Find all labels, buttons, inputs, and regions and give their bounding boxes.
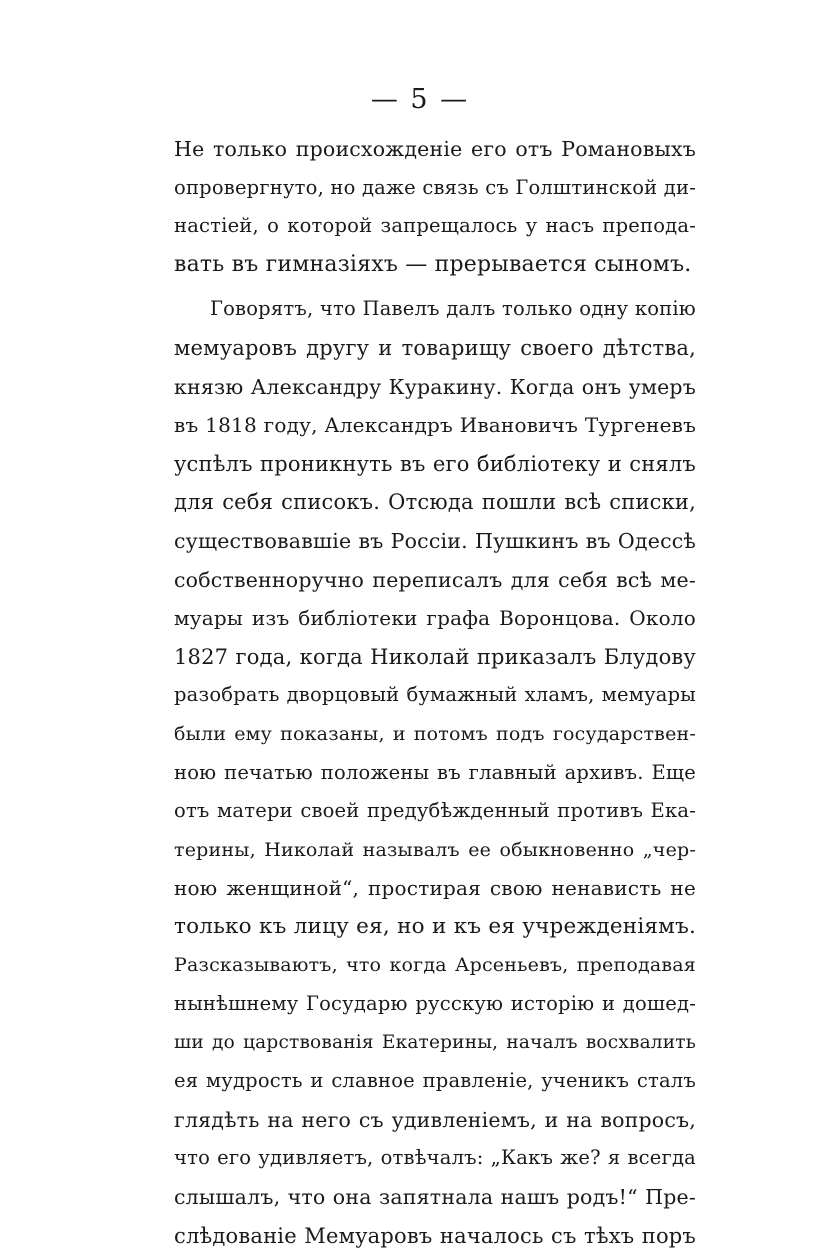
text-line: только къ лицу ея, но и къ ея учрежденіямъ. xyxy=(174,913,696,939)
text-line: нынѣшнему Государю русскую исторію и дошед- xyxy=(174,992,696,1016)
text-line: слѣдованіе Мемуаровъ началось съ тѣхъ поръ xyxy=(174,1223,696,1248)
text-line: глядѣть на него съ удивленіемъ, и на вопросъ, xyxy=(174,1107,696,1132)
text-line: Разсказываютъ, что когда Арсеньевъ, преподавая xyxy=(174,954,696,977)
text-line: для себя списокъ. Отсюда пошли всѣ списки, xyxy=(174,490,696,515)
text-line: настіей, о которой запрещалось у насъ препода- xyxy=(174,214,696,238)
text-line: ши до царствованія Екатерины, началъ восхвалить xyxy=(174,1031,696,1053)
text-line: собственноручно переписалъ для себя всѣ ме- xyxy=(174,567,696,592)
body-text xyxy=(174,130,696,1255)
text-line: что его удивляетъ, отвѣчалъ: „Какъ же? я всегда xyxy=(174,1146,696,1170)
text-line: были ему показаны, и потомъ подъ государствен- xyxy=(174,722,696,745)
text-line: въ 1818 году, Александръ Ивановичъ Тургеневъ xyxy=(174,413,696,438)
text-line: ея мудрость и славное правленіе, ученикъ сталъ xyxy=(174,1069,696,1093)
text-line: князю Александру Куракину. Когда онъ умеръ xyxy=(174,374,696,399)
text-line: разобрать дворцовый бумажный хламъ, мемуары xyxy=(174,683,696,707)
text-line: Не только происхожденіе его отъ Романовыхъ xyxy=(174,137,696,161)
text-line: существовавшіе въ Россіи. Пушкинъ въ Одессѣ xyxy=(174,528,696,553)
text-line: мемуаровъ другу и товарищу своего дѣтства, xyxy=(174,335,696,360)
text-line: терины, Николай называлъ ее обыкновенно „чер- xyxy=(174,838,696,861)
text-line: 1827 года, когда Николай приказалъ Блудову xyxy=(174,644,696,669)
text-line: ною печатью положены въ главный архивъ. Еще xyxy=(174,760,696,784)
text-line: отъ матери своей предубѣжденный противъ Ека- xyxy=(174,799,696,823)
text-line: слышалъ, что она запятнала нашъ родъ!“ Пре- xyxy=(174,1185,696,1210)
page-number: — 5 — xyxy=(370,84,470,115)
text-line: муары изъ библіотеки графа Воронцова. Около xyxy=(174,606,696,631)
text-line: опровергнуто, но даже связь съ Голштинской ди- xyxy=(174,175,696,199)
text-line: вать въ гимназіяхъ — прерывается сыномъ. xyxy=(174,251,692,277)
text-line: Говорятъ, что Павелъ далъ только одну копію xyxy=(210,297,696,321)
paragraph-1 xyxy=(174,130,696,284)
text-line: успѣлъ проникнуть въ его библіотеку и снялъ xyxy=(174,451,696,476)
text-line: ною женщиной“, простирая свою ненависть не xyxy=(174,876,696,901)
paragraph-2 xyxy=(174,290,696,1255)
